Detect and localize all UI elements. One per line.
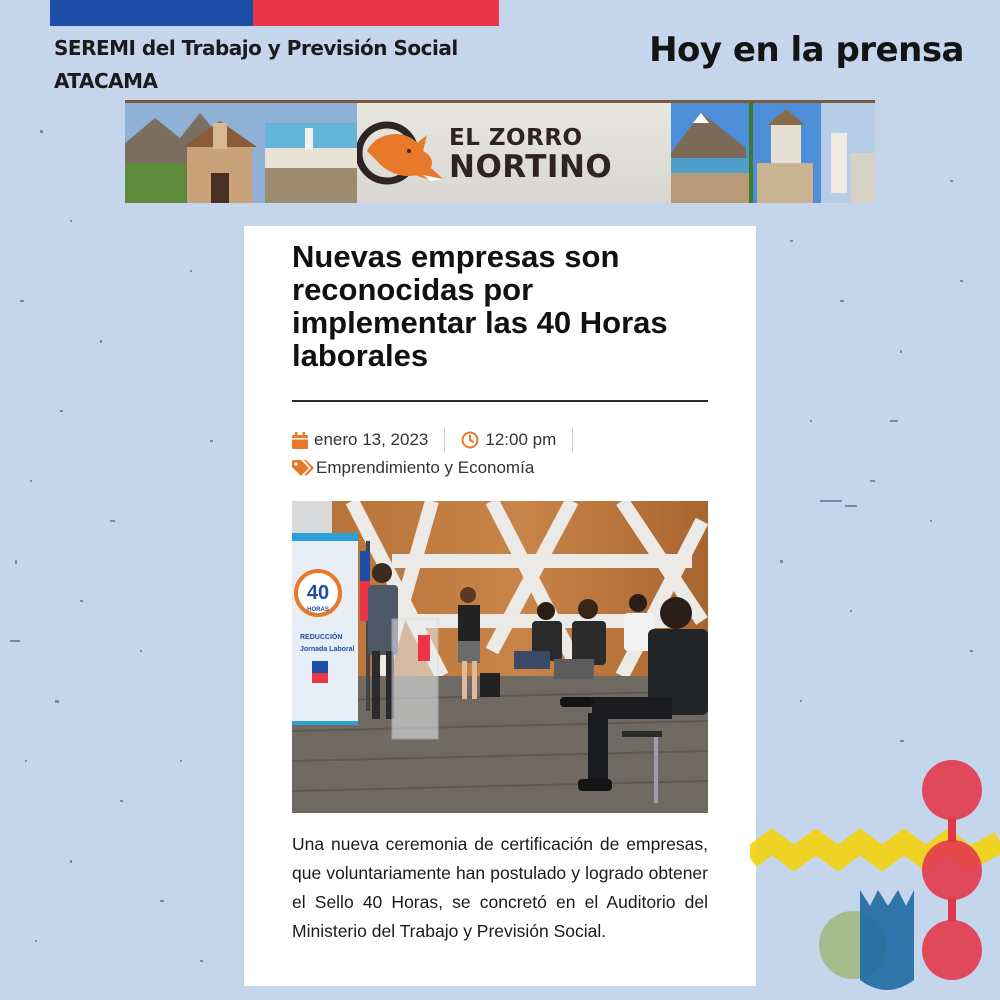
org-region: ATACAMA xyxy=(54,69,158,93)
article-card xyxy=(244,226,756,986)
newspaper-banner xyxy=(125,100,875,203)
banner-number: 40 xyxy=(306,582,330,604)
calendar-icon xyxy=(292,432,308,449)
banner-line1: REDUCCIÓN xyxy=(300,634,343,641)
article-date-text: enero 13, 2023 xyxy=(314,430,429,449)
decorative-shapes xyxy=(750,760,1000,1000)
headline-divider xyxy=(292,400,708,402)
banner-photo-left xyxy=(125,103,357,203)
banner-photo-right xyxy=(671,103,875,203)
article-date[interactable] xyxy=(292,430,428,450)
tag-icon xyxy=(292,460,314,476)
section-title: Hoy en la prensa xyxy=(649,30,964,70)
article-time xyxy=(461,430,556,450)
flag-stripe-red xyxy=(253,0,499,26)
article-category-text: Emprendimiento y Economía xyxy=(316,458,535,477)
logo-text-line2: NORTINO xyxy=(449,149,613,185)
newspaper-logo xyxy=(357,121,647,185)
banner-line2: Jornada Laboral xyxy=(300,646,355,653)
flag-stripe-blue xyxy=(50,0,253,26)
article-category[interactable] xyxy=(292,456,534,480)
fox-logo-icon xyxy=(357,121,445,185)
logo-text-line1: EL ZORRO xyxy=(449,125,583,151)
org-name: SEREMI del Trabajo y Previsión Social xyxy=(54,36,458,60)
meta-separator xyxy=(572,427,573,453)
article-photo xyxy=(292,501,708,813)
banner-unit: HORAS xyxy=(307,607,329,613)
article-time-text: 12:00 pm xyxy=(485,430,557,449)
meta-separator xyxy=(444,427,445,453)
clock-icon xyxy=(461,431,479,449)
article-meta xyxy=(292,426,589,454)
article-body: Una nueva ceremonia de certificación de empresas, que voluntariamente han postulado y logrado obtener el Sello 40 Horas, se concretó en el Auditorio del Ministerio del Trabajo y Previsión Social. xyxy=(292,834,708,941)
article-headline[interactable]: Nuevas empresas son reconocidas por implementar las 40 Horas laborales xyxy=(292,239,668,373)
